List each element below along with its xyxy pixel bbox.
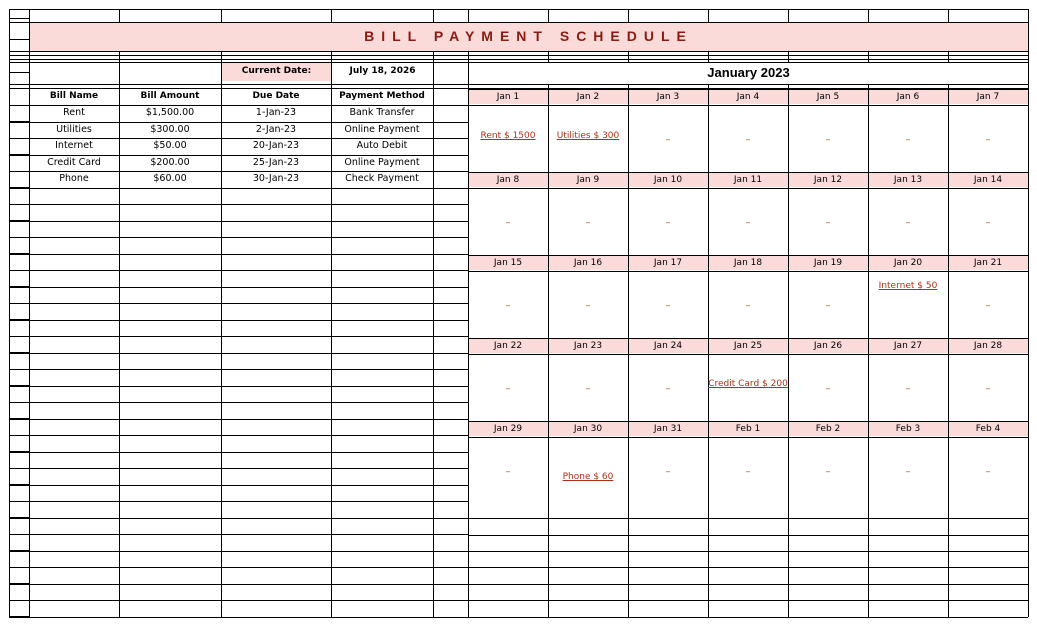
grid-line: [9, 402, 29, 403]
bills-row-3-payment-method[interactable]: Auto Debit: [356, 140, 408, 151]
grid-line: [468, 551, 1028, 552]
bills-row-2-bill-amount[interactable]: $300.00: [150, 123, 190, 135]
calendar-empty-marker: –: [585, 301, 591, 311]
calendar-empty-marker: –: [665, 384, 671, 394]
grid-line: [9, 237, 468, 238]
grid-line: [9, 253, 29, 254]
calendar-empty-marker: –: [825, 218, 831, 228]
grid-line: [9, 485, 468, 486]
grid-line: [9, 138, 468, 139]
calendar-empty-marker: –: [905, 384, 911, 394]
grid-line: [468, 584, 1028, 585]
grid-line: [9, 320, 468, 321]
grid-line: [468, 354, 1028, 355]
calendar-empty-marker: –: [665, 135, 671, 145]
calendar-day-label: Jan 1: [496, 92, 520, 102]
bills-row-5-due-date[interactable]: 30-Jan-23: [252, 173, 300, 184]
grid-line: [468, 188, 1028, 189]
bills-row-3-due-date[interactable]: 20-Jan-23: [252, 140, 300, 151]
bills-header-1: Bill Name: [49, 91, 99, 101]
bills-header-2: Bill Amount: [140, 91, 200, 101]
calendar-day-label: Jan 16: [573, 258, 603, 268]
calendar-empty-marker: –: [665, 218, 671, 228]
grid-line: [9, 303, 29, 304]
grid-line: [468, 271, 1028, 272]
calendar-day-label: Jan 11: [733, 175, 763, 185]
grid-line: [9, 237, 29, 238]
bills-row-4-bill-amount[interactable]: $200.00: [150, 156, 190, 168]
grid-line: [9, 386, 468, 387]
calendar-payment-entry[interactable]: Internet $ 50: [878, 281, 938, 291]
grid-line: [9, 319, 29, 320]
grid-line: [9, 584, 468, 585]
grid-line: [119, 9, 120, 22]
calendar-day-label: Jan 21: [973, 258, 1003, 268]
calendar-payment-entry[interactable]: Credit Card $ 200: [708, 379, 788, 389]
grid-line: [9, 468, 29, 469]
calendar-empty-marker: –: [985, 135, 991, 145]
calendar-empty-marker: –: [505, 301, 511, 311]
grid-line: [9, 88, 29, 89]
grid-line: [9, 39, 29, 40]
grid-line: [868, 9, 869, 22]
grid-line: [9, 188, 468, 189]
grid-line: [9, 567, 29, 568]
calendar-day-label: Jan 10: [653, 175, 683, 185]
calendar-day-label: Jan 26: [813, 341, 843, 351]
calendar-day-label: Feb 4: [975, 424, 1001, 434]
calendar-day-label: Jan 4: [736, 92, 760, 102]
grid-line: [1028, 9, 1029, 617]
calendar-day-label: Jan 28: [973, 341, 1003, 351]
grid-line: [468, 535, 1028, 536]
grid-line: [9, 435, 29, 436]
grid-line: [9, 138, 29, 139]
calendar-day-label: Jan 17: [653, 258, 683, 268]
calendar-day-label: Jan 15: [493, 258, 523, 268]
grid-line: [9, 419, 468, 420]
calendar-day-label: Jan 12: [813, 175, 843, 185]
grid-line: [9, 22, 1028, 23]
calendar-empty-marker: –: [825, 301, 831, 311]
calendar-day-label: Jan 24: [653, 341, 683, 351]
calendar-day-label: Feb 1: [735, 424, 761, 434]
grid-line: [331, 9, 332, 22]
calendar-day-label: Jan 27: [893, 341, 923, 351]
grid-line: [9, 468, 468, 469]
grid-line: [9, 551, 468, 552]
calendar-payment-entry[interactable]: Rent $ 1500: [480, 131, 536, 141]
grid-line: [221, 9, 222, 22]
grid-line: [788, 9, 789, 22]
grid-line: [9, 369, 468, 370]
bills-row-3-bill-name[interactable]: Internet: [55, 140, 93, 151]
grid-line: [9, 270, 29, 271]
grid-line: [9, 617, 1028, 618]
calendar-day-label: Jan 6: [896, 92, 920, 102]
calendar-day-label: Jan 30: [573, 424, 603, 434]
bills-row-1-bill-amount[interactable]: $1,500.00: [145, 107, 195, 118]
bills-header-4: Payment Method: [339, 91, 425, 101]
grid-line: [9, 9, 1028, 10]
grid-line: [9, 51, 1028, 52]
grid-line: [9, 517, 29, 518]
calendar-empty-marker: –: [745, 135, 751, 145]
sheet-title: BILL PAYMENT SCHEDULE: [364, 28, 693, 44]
calendar-empty-marker: –: [665, 467, 671, 477]
grid-line: [9, 402, 468, 403]
calendar-empty-marker: –: [985, 384, 991, 394]
grid-line: [9, 59, 1028, 60]
grid-line: [468, 437, 1028, 438]
calendar-day-label: Jan 31: [653, 424, 683, 434]
grid-line: [9, 435, 468, 436]
calendar-day-label: Jan 18: [733, 258, 763, 268]
calendar-empty-marker: –: [985, 218, 991, 228]
calendar-empty-marker: –: [905, 467, 911, 477]
grid-line: [9, 418, 29, 419]
bills-row-1-payment-method[interactable]: Bank Transfer: [349, 107, 415, 118]
grid-line: [9, 583, 29, 584]
grid-line: [9, 55, 29, 56]
calendar-day-label: Jan 29: [493, 424, 523, 434]
grid-line: [9, 221, 468, 222]
grid-line: [331, 51, 332, 617]
grid-line: [9, 534, 468, 535]
calendar-day-label: Jan 13: [893, 175, 923, 185]
grid-line: [9, 9, 10, 617]
grid-line: [9, 303, 468, 304]
grid-line: [9, 154, 29, 155]
grid-line: [433, 9, 434, 22]
grid-line: [9, 18, 29, 19]
grid-line: [468, 105, 1028, 106]
calendar-empty-marker: –: [825, 135, 831, 145]
calendar-day-label: Jan 5: [816, 92, 840, 102]
current-date-label: Current Date:: [241, 66, 312, 76]
calendar-payment-entry[interactable]: Phone $ 60: [562, 472, 614, 482]
calendar-day-label: Jan 19: [813, 258, 843, 268]
grid-line: [9, 84, 1028, 85]
grid-line: [9, 220, 29, 221]
calendar-empty-marker: –: [585, 384, 591, 394]
grid-line: [9, 501, 29, 502]
calendar-day-label: Jan 7: [976, 92, 1000, 102]
grid-line: [9, 452, 468, 453]
grid-line: [9, 187, 29, 188]
calendar-empty-marker: –: [985, 467, 991, 477]
calendar-empty-marker: –: [905, 135, 911, 145]
grid-line: [9, 72, 29, 73]
calendar-day-label: Jan 25: [733, 341, 763, 351]
bills-row-2-payment-method[interactable]: Online Payment: [344, 123, 420, 135]
grid-line: [9, 22, 29, 23]
grid-line: [9, 616, 29, 617]
calendar-day-label: Jan 8: [496, 175, 520, 185]
grid-line: [9, 287, 468, 288]
grid-line: [9, 204, 468, 205]
current-date-value[interactable]: July 18, 2026: [349, 66, 416, 76]
bills-row-3-bill-amount[interactable]: $50.00: [153, 140, 187, 151]
grid-line: [9, 484, 29, 485]
calendar-empty-marker: –: [745, 467, 751, 477]
calendar-day-label: Jan 9: [576, 175, 600, 185]
bills-row-1-due-date[interactable]: 1-Jan-23: [255, 107, 297, 118]
grid-line: [9, 204, 29, 205]
grid-line: [948, 9, 949, 22]
month-title: January 2023: [707, 65, 790, 80]
calendar-day-label: Jan 3: [656, 92, 680, 102]
grid-line: [9, 121, 29, 122]
calendar-day-label: Jan 14: [973, 175, 1003, 185]
grid-line: [9, 501, 468, 502]
calendar-day-label: Jan 20: [893, 258, 923, 268]
grid-line: [9, 600, 29, 601]
bills-row-4-bill-name[interactable]: Credit Card: [47, 156, 101, 168]
bills-row-4-payment-method[interactable]: Online Payment: [344, 156, 420, 168]
calendar-empty-marker: –: [505, 384, 511, 394]
calendar-payment-entry[interactable]: Utilities $ 300: [556, 131, 620, 141]
grid-line: [9, 353, 468, 354]
grid-line: [468, 567, 1028, 568]
calendar-empty-marker: –: [585, 218, 591, 228]
grid-line: [119, 51, 120, 617]
calendar-empty-marker: –: [665, 301, 671, 311]
bills-row-5-bill-amount[interactable]: $60.00: [153, 173, 187, 184]
grid-line: [708, 9, 709, 22]
grid-line: [9, 105, 29, 106]
grid-line: [9, 336, 468, 337]
grid-line: [548, 9, 549, 22]
grid-line: [9, 534, 29, 535]
grid-line: [9, 336, 29, 337]
bills-row-5-bill-name[interactable]: Phone: [59, 173, 89, 184]
grid-line: [468, 600, 1028, 601]
bills-row-1-bill-name[interactable]: Rent: [63, 107, 85, 118]
bills-row-2-due-date[interactable]: 2-Jan-23: [255, 123, 297, 135]
calendar-empty-marker: –: [745, 301, 751, 311]
bills-header-3: Due Date: [252, 91, 300, 101]
calendar-empty-marker: –: [505, 218, 511, 228]
grid-line: [468, 9, 469, 22]
grid-line: [9, 567, 468, 568]
calendar-empty-marker: –: [745, 218, 751, 228]
grid-line: [9, 171, 29, 172]
grid-line: [468, 518, 1028, 519]
grid-line: [9, 369, 29, 370]
grid-line: [9, 451, 29, 452]
grid-line: [9, 171, 468, 172]
grid-line: [9, 352, 29, 353]
grid-line: [9, 550, 29, 551]
calendar-empty-marker: –: [505, 467, 511, 477]
calendar-day-label: Feb 2: [815, 424, 841, 434]
grid-line: [9, 385, 29, 386]
calendar-day-label: Jan 2: [576, 92, 600, 102]
grid-line: [433, 51, 434, 617]
calendar-day-label: Jan 23: [573, 341, 603, 351]
calendar-empty-marker: –: [905, 218, 911, 228]
bills-row-2-bill-name[interactable]: Utilities: [56, 123, 92, 135]
grid-line: [9, 254, 468, 255]
calendar-empty-marker: –: [825, 467, 831, 477]
grid-line: [221, 51, 222, 617]
calendar-empty-marker: –: [985, 301, 991, 311]
calendar-day-label: Feb 3: [895, 424, 921, 434]
grid-line: [628, 9, 629, 22]
grid-line: [9, 55, 1028, 56]
grid-line: [9, 518, 468, 519]
grid-line: [9, 270, 468, 271]
bills-row-5-payment-method[interactable]: Check Payment: [345, 173, 419, 184]
grid-line: [9, 600, 468, 601]
bills-row-4-due-date[interactable]: 25-Jan-23: [252, 156, 300, 168]
calendar-day-label: Jan 22: [493, 341, 523, 351]
grid-line: [9, 105, 468, 106]
grid-line: [9, 286, 29, 287]
calendar-empty-marker: –: [825, 384, 831, 394]
